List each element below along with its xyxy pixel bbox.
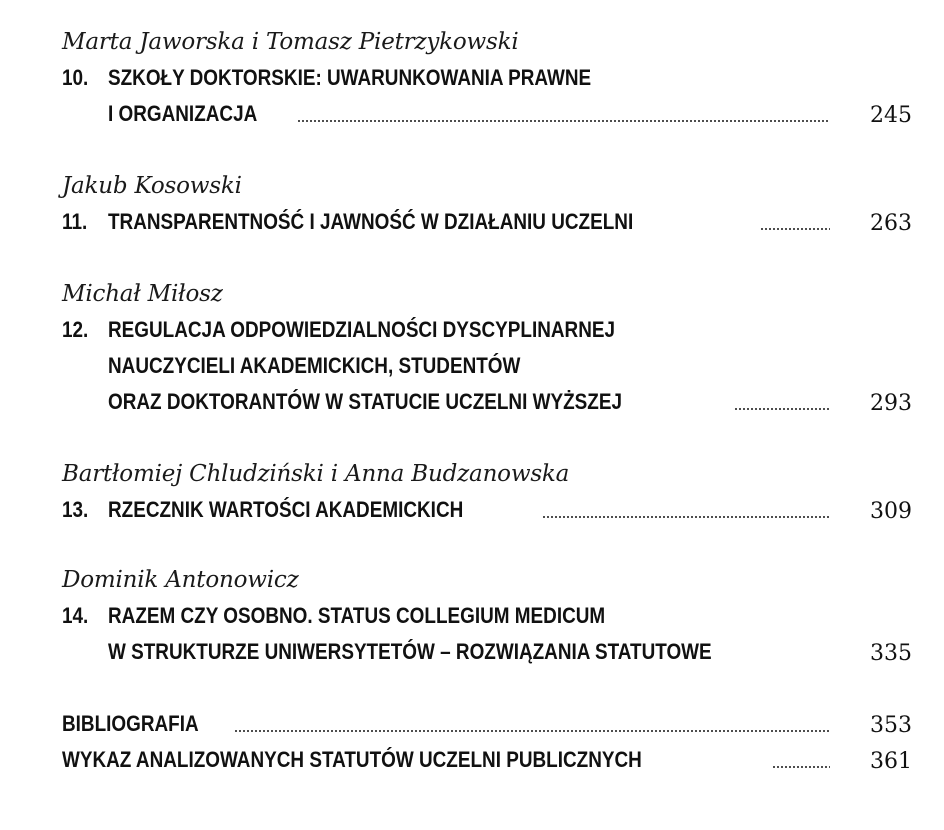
entry-number: 14. [62,603,89,628]
entry-number: 12. [62,317,89,342]
dot-leader [734,388,830,416]
bibliography-title: BIBLIOGRAFIA [62,711,199,736]
page-number: 263 [870,211,912,236]
entry-title-line: RAZEM CZY OSOBNO. STATUS COLLEGIUM MEDICUM [108,603,606,628]
page-number: 353 [870,713,912,738]
page-number: 245 [870,103,912,128]
page-number: 361 [870,749,912,774]
entry-title-line: NAUCZYCIELI AKADEMICKICH, STUDENTÓW [108,353,521,378]
entry-author: Michał Miłosz [62,281,223,307]
dot-leader [542,496,830,524]
page-number: 309 [870,499,912,524]
page-number: 335 [870,641,912,666]
dot-leader [760,208,830,236]
entry-number: 13. [62,497,89,522]
statutes-list-title: WYKAZ ANALIZOWANYCH STATUTÓW UCZELNI PUBLICZNYCH [62,747,642,772]
entry-title-line: SZKOŁY DOKTORSKIE: UWARUNKOWANIA PRAWNE [108,65,592,90]
entry-title-line: TRANSPARENTNOŚĆ I JAWNOŚĆ W DZIAŁANIU UCZELNI [108,209,634,234]
entry-number: 10. [62,65,89,90]
dot-leader [297,100,830,128]
entry-number: 11. [62,209,88,234]
entry-title-line: W STRUKTURZE UNIWERSYTETÓW – ROZWIĄZANIA STATUTOWE [108,639,712,664]
entry-title-line: RZECZNIK WARTOŚCI AKADEMICKICH [108,497,464,522]
entry-author: Jakub Kosowski [62,173,242,199]
dot-leader [234,710,830,738]
entry-author: Dominik Antonowicz [62,567,299,593]
page-number: 293 [870,391,912,416]
entry-author: Marta Jaworska i Tomasz Pietrzykowski [62,29,519,55]
dot-leader [772,746,830,774]
entry-title-line: ORAZ DOKTORANTÓW W STATUCIE UCZELNI WYŻSZEJ [108,389,622,414]
entry-title-line: REGULACJA ODPOWIEDZIALNOŚCI DYSCYPLINARNEJ [108,317,616,342]
entry-author: Bartłomiej Chludziński i Anna Budzanowska [62,461,570,487]
entry-title-line: I ORGANIZACJA [108,101,258,126]
